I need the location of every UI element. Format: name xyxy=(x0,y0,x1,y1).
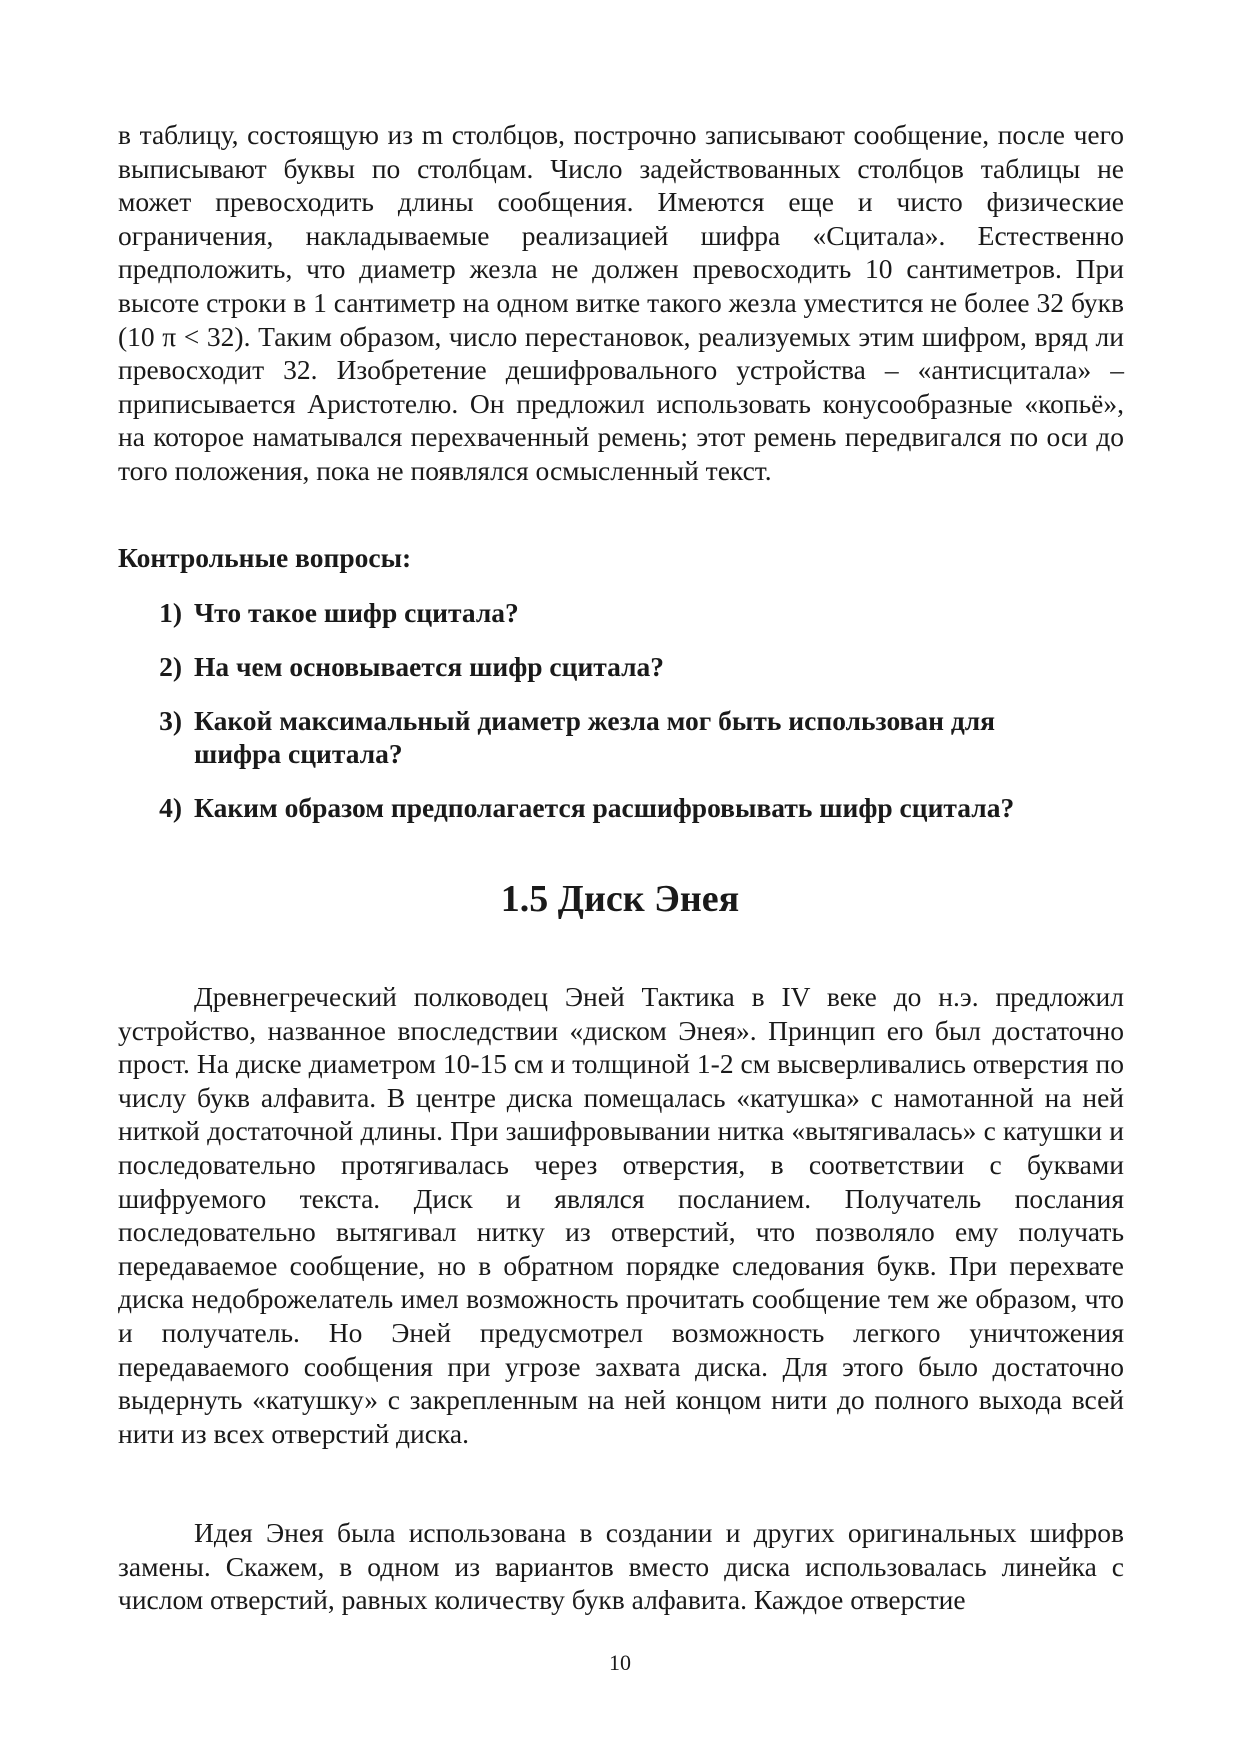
questions-list xyxy=(118,596,1124,845)
question-number: 1) xyxy=(159,597,182,628)
question-text: На чем основывается шифр сцитала? xyxy=(194,651,665,682)
question-number: 4) xyxy=(159,792,182,823)
disk-paragraph: Древнегреческий полководец Эней Тактика в IV веке до н.э. предложил устройство, названное впоследствии «диском Энея». Принцип его был достаточно прост. На диске диаметром 10-15 см и толщиной 1-2 см высверливались отверстия по числу букв алфавита. В центре диска помещалась «катушка» с намотанной на ней ниткой достаточной длины. При зашифровывании нитка «вытягивалась» с катушки и последовательно протягивалась через отверстия, в соответствии с буквами шифруемого текста. Диск и являлся посланием. Получатель послания последовательно вытягивал нитку из отверстий, что позволяло ему получать передаваемое сообщение, но в обратном порядке следования букв. При перехвате диска недоброжелатель имел возможность прочитать сообщение тем же образом, что и получатель. Но Эней предусмотрел возможность легкого уничтожения передаваемого сообщения при угрозе захвата диска. Для этого было достаточно выдернуть «катушку» с закрепленным на ней концом нити до полного выхода всей нити из всех отверстий диска. xyxy=(118,981,1124,1449)
question-item xyxy=(118,791,1124,824)
question-item xyxy=(118,596,1124,629)
idea-paragraph: Идея Энея была использована в создании и других оригинальных шифров замены. Скажем, в одном из вариантов вместо диска использовалась линейка с числом отверстий, равных количеству букв алфавита. Каждое отверстие xyxy=(118,1517,1124,1616)
section-title: 1.5 Диск Энея xyxy=(500,878,740,920)
question-number: 2) xyxy=(159,651,182,682)
question-text: Какой максимальный диаметр жезла мог быть использован для шифра сцитала? xyxy=(194,705,996,769)
question-item xyxy=(118,704,1124,770)
questions-heading: Контрольные вопросы: xyxy=(118,542,412,573)
question-item xyxy=(118,650,1124,683)
question-number: 3) xyxy=(159,705,182,736)
intro-paragraph: в таблицу, состоящую из m столбцов, построчно записывают сообщение, после чего выписывают буквы по столбцам. Число задействованных столбцов таблицы не может превосходить длины сообщения. Имеются еще и чисто физические ограничения, накладываемые реализацией шифра «Сцитала». Естественно предположить, что диаметр жезла не должен превосходить 10 сантиметров. При высоте строки в 1 сантиметр на одном витке такого жезла уместится не более 32 букв (10 π < 32). Таким образом, число перестановок, реализуемых этим шифром, вряд ли превосходит 32. Изобретение дешифровального устройства – «антисцитала» – приписывается Аристотелю. Он предложил использовать конусообразные «копьё», на которое наматывался перехваченный ремень; этот ремень передвигался по оси до того положения, пока не появлялся осмысленный текст. xyxy=(118,119,1124,486)
question-text: Каким образом предполагается расшифровывать шифр сцитала? xyxy=(194,792,1015,823)
page-number: 10 xyxy=(609,1650,631,1675)
question-text: Что такое шифр сцитала? xyxy=(194,597,519,628)
